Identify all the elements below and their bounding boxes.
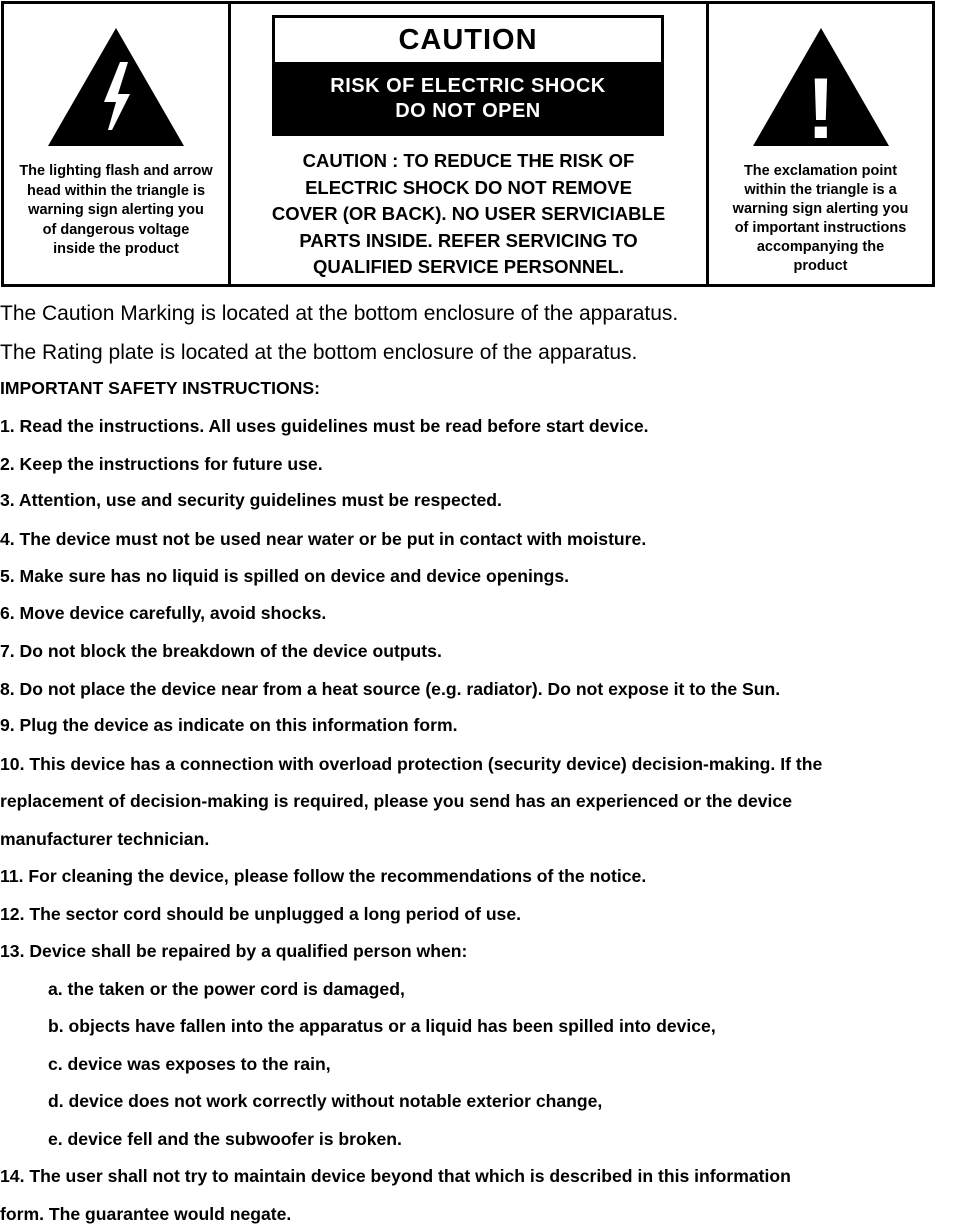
lightning-caption-line: warning sign alerting you xyxy=(28,202,204,218)
caution-text xyxy=(231,148,706,281)
exclamation-caption-line: The exclamation point xyxy=(743,163,898,179)
sub-item: c. device was exposes to the rain, xyxy=(48,1054,331,1074)
instruction-item: 1. Read the instructions. All uses guidelines must be read before start device. xyxy=(0,416,649,436)
exclamation-caption xyxy=(709,162,932,276)
instruction-item: 4. The device must not be used near water or be put in contact with moisture. xyxy=(0,529,647,549)
sub-item: e. device fell and the subwoofer is broken. xyxy=(48,1129,402,1149)
instruction-item: 10. This device has a connection with overload protection (security device) decision-making. If the xyxy=(0,754,823,774)
lightning-caption-line: inside the product xyxy=(53,241,179,257)
sub-item: b. objects have fallen into the apparatus or a liquid has been spilled into device, xyxy=(48,1016,716,1036)
risk-line: RISK OF ELECTRIC SHOCK xyxy=(330,75,606,97)
exclamation-caption-line: accompanying the xyxy=(756,239,885,255)
caution-title: CAUTION xyxy=(275,18,661,62)
instruction-item: 2. Keep the instructions for future use. xyxy=(0,454,323,474)
lightning-caption xyxy=(4,162,228,260)
risk-line: DO NOT OPEN xyxy=(395,100,541,122)
instructions-heading: IMPORTANT SAFETY INSTRUCTIONS: xyxy=(0,378,320,398)
lightning-triangle-icon xyxy=(46,26,186,148)
instruction-item: 6. Move device carefully, avoid shocks. xyxy=(0,603,327,623)
caution-center-panel xyxy=(231,4,709,284)
instruction-item: 12. The sector cord should be unplugged a long period of use. xyxy=(0,904,522,924)
instruction-item: 7. Do not block the breakdown of the device outputs. xyxy=(0,641,442,661)
exclamation-caption-line: warning sign alerting you xyxy=(732,201,909,217)
caution-line: CAUTION : TO REDUCE THE RISK OF xyxy=(302,150,635,171)
sub-item: a. the taken or the power cord is damaged, xyxy=(48,979,405,999)
instruction-item: form. The guarantee would negate. xyxy=(0,1204,292,1224)
caution-line: COVER (OR BACK). NO USER SERVICIABLE xyxy=(271,203,666,224)
lightning-caption-line: The lighting flash and arrow xyxy=(19,163,213,179)
risk-band xyxy=(275,62,661,133)
instruction-item: 8. Do not place the device near from a heat source (e.g. radiator). Do not expose it to the Sun. xyxy=(0,679,781,699)
caution-label-box xyxy=(1,1,935,287)
caution-title-box xyxy=(272,15,664,136)
exclamation-caption-line: of important instructions xyxy=(734,220,907,236)
caution-line: PARTS INSIDE. REFER SERVICING TO xyxy=(299,229,638,251)
instruction-item: manufacturer technician. xyxy=(0,829,210,849)
exclamation-triangle-icon xyxy=(751,26,891,148)
lightning-warning-panel xyxy=(4,4,231,284)
sub-item: d. device does not work correctly without notable exterior change, xyxy=(48,1091,603,1111)
exclamation-warning-panel xyxy=(709,4,932,284)
lightning-caption-line: head within the triangle is xyxy=(26,182,206,199)
exclamation-caption-line: product xyxy=(793,258,848,274)
instruction-item: replacement of decision-making is required, please you send has an experienced or the device xyxy=(0,791,792,811)
instruction-item: 14. The user shall not try to maintain device beyond that which is described in this information xyxy=(0,1166,791,1186)
instruction-item: 11. For cleaning the device, please follow the recommendations of the notice. xyxy=(0,866,647,886)
caution-line: ELECTRIC SHOCK DO NOT REMOVE xyxy=(305,176,632,198)
instruction-item: 5. Make sure has no liquid is spilled on device and device openings. xyxy=(0,566,570,586)
lightning-caption-line: of dangerous voltage xyxy=(42,221,190,238)
exclamation-caption-line: within the triangle is a xyxy=(744,182,897,198)
caution-line: QUALIFIED SERVICE PERSONNEL. xyxy=(312,256,625,277)
exclamation-mark: ! xyxy=(806,61,835,148)
instruction-item: 9. Plug the device as indicate on this information form. xyxy=(0,715,458,735)
instruction-item: 3. Attention, use and security guidelines must be respected. xyxy=(0,490,502,510)
rating-plate-note: The Rating plate is located at the bottom enclosure of the apparatus. xyxy=(0,341,638,364)
caution-marking-note: The Caution Marking is located at the bottom enclosure of the apparatus. xyxy=(0,302,679,325)
instruction-item: 13. Device shall be repaired by a qualified person when: xyxy=(0,941,468,961)
